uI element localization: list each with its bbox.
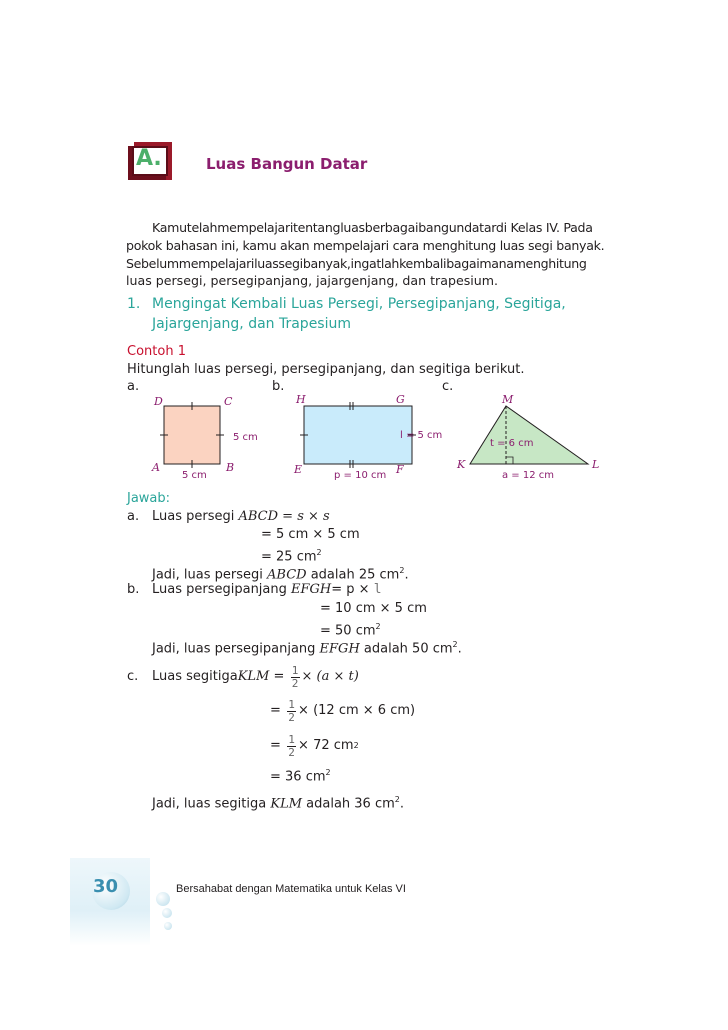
answer-c-line-1-suffix: × (a × t) bbox=[301, 669, 359, 684]
square-side-right: 5 cm bbox=[233, 432, 258, 443]
answer-a-line-1 bbox=[152, 508, 330, 526]
answer-c-line-4 bbox=[270, 764, 331, 786]
answer-b-line-2: = 10 cm × 5 cm bbox=[320, 601, 427, 616]
vertex-K: K bbox=[457, 458, 466, 471]
answer-b-number: b. bbox=[127, 582, 140, 597]
vertex-E: E bbox=[294, 463, 303, 476]
footer-decoration bbox=[70, 858, 170, 948]
triangle-shape bbox=[470, 406, 588, 464]
fraction-numerator: 1 bbox=[291, 663, 299, 677]
answer-b-line-1 bbox=[152, 581, 382, 599]
answer-c-conclusion bbox=[152, 791, 404, 813]
subsection-title-1: Mengingat Kembali Luas Persegi, Persegipanjang, Segitiga, bbox=[152, 296, 566, 312]
rectangle-height-label: l = 5 cm bbox=[400, 430, 443, 441]
fraction-half bbox=[291, 665, 300, 690]
example-question: Hitunglah luas persegi, persegipanjang, dan segitiga berikut. bbox=[127, 362, 525, 377]
answer-c-line-2-suffix: × (12 cm × 6 cm) bbox=[298, 703, 416, 718]
part-b-label: b. bbox=[272, 379, 285, 394]
answer-c-line-1-prefix: Luas segitiga bbox=[152, 669, 238, 684]
answer-a-number: a. bbox=[127, 509, 140, 524]
rectangle-width-label: p = 10 cm bbox=[334, 470, 387, 481]
fraction-numerator: 1 bbox=[288, 732, 295, 746]
part-c-label: c. bbox=[442, 379, 454, 394]
sup-2: 2 bbox=[375, 622, 381, 631]
vertex-D: D bbox=[154, 395, 163, 408]
bubble-2 bbox=[162, 908, 172, 918]
vertex-A: A bbox=[152, 461, 160, 474]
figure-rectangle bbox=[290, 392, 460, 492]
intro-line-3: Sebelummempelajariluassegibanyak,ingatlahkembalibagaimanamenghitung bbox=[126, 256, 587, 271]
square-shape bbox=[164, 406, 220, 464]
answer-label: Jawab: bbox=[127, 491, 171, 506]
answer-b-conc-math: EFGH bbox=[319, 641, 360, 657]
sup-2: 2 bbox=[394, 795, 400, 804]
answer-b-line-3-text: = 50 cm bbox=[320, 623, 376, 639]
answer-a-line-2: = 5 cm × 5 cm bbox=[261, 527, 360, 542]
intro-line-1: Kamutelahmempelajaritentangluasberbagaibangundatardi Kelas IV. Pada bbox=[152, 220, 593, 235]
fraction-half bbox=[287, 699, 296, 724]
part-a-label: a. bbox=[127, 379, 140, 394]
sup-2: 2 bbox=[316, 548, 322, 557]
vertex-C: C bbox=[224, 395, 233, 408]
answer-b-line-1-prefix: Luas persegipanjang bbox=[152, 582, 292, 597]
answer-b-conc-suffix: adalah 50 cm bbox=[359, 641, 453, 657]
vertex-M: M bbox=[502, 393, 514, 406]
intro-line-2: pokok bahasan ini, kamu akan mempelajari cara menghitung luas segi banyak. bbox=[126, 238, 605, 253]
answer-c-conc-suffix: adalah 36 cm bbox=[302, 796, 395, 812]
period: . bbox=[457, 641, 462, 657]
period: . bbox=[404, 567, 409, 583]
answer-a-conc-prefix: Jadi, luas persegi bbox=[152, 567, 268, 583]
triangle-base-label: a = 12 cm bbox=[502, 470, 555, 481]
answer-c-number: c. bbox=[127, 669, 139, 684]
intro-line-4: luas persegi, persegipanjang, jajargenjang, dan trapesium. bbox=[126, 273, 499, 288]
fraction-denominator: 2 bbox=[291, 676, 299, 690]
vertex-L: L bbox=[592, 458, 600, 471]
answer-a-conc-suffix: adalah 25 cm bbox=[306, 567, 400, 583]
badge-letter: A. bbox=[136, 146, 162, 171]
answer-b-line-1-math: EFGH bbox=[291, 582, 332, 597]
answer-c-conc-math: KLM bbox=[270, 796, 303, 812]
answer-a-conc-math: ABCD bbox=[267, 567, 307, 583]
rectangle-shape bbox=[304, 406, 412, 464]
page-number: 30 bbox=[93, 876, 119, 897]
answer-c-line-3 bbox=[270, 727, 359, 765]
answer-b-conclusion bbox=[152, 636, 462, 658]
equals: = bbox=[270, 738, 281, 753]
triangle-height-label: t = 6 cm bbox=[490, 438, 534, 449]
sup-2: 2 bbox=[353, 741, 359, 750]
answer-c-line-4-text: = 36 cm bbox=[270, 769, 326, 785]
bubble-3 bbox=[164, 922, 172, 930]
sup-2: 2 bbox=[325, 768, 331, 777]
answer-c-line-1 bbox=[152, 658, 359, 696]
square-side-bottom: 5 cm bbox=[182, 470, 207, 481]
sup-2: 2 bbox=[399, 566, 405, 575]
answer-c-line-1-math: KLM bbox=[237, 669, 270, 684]
equals: = bbox=[270, 703, 281, 718]
section-badge bbox=[124, 140, 176, 180]
answer-c-line-3-suffix: × 72 cm bbox=[298, 738, 354, 753]
answer-c-line-2 bbox=[270, 692, 415, 730]
figure-square bbox=[140, 392, 280, 492]
answer-a-line-1-math: ABCD = s × s bbox=[238, 509, 330, 524]
vertex-B: B bbox=[226, 461, 235, 474]
example-label: Contoh 1 bbox=[127, 344, 186, 359]
bubble-1 bbox=[156, 892, 170, 906]
answer-b-line-1-l: l bbox=[373, 582, 382, 597]
subsection-title-2: Jajargenjang, dan Trapesium bbox=[152, 316, 352, 332]
answer-b-conc-prefix: Jadi, luas persegipanjang bbox=[152, 641, 320, 657]
fraction-denominator: 2 bbox=[288, 745, 295, 759]
figure-triangle bbox=[452, 392, 612, 492]
vertex-H: H bbox=[296, 393, 306, 406]
equals: = bbox=[273, 669, 285, 684]
sup-2: 2 bbox=[452, 640, 458, 649]
answer-b-line-1-suffix: = p × bbox=[331, 582, 374, 597]
subsection-number: 1. bbox=[127, 296, 141, 312]
answer-c-conc-prefix: Jadi, luas segitiga bbox=[152, 796, 271, 812]
fraction-half bbox=[287, 734, 296, 759]
fraction-numerator: 1 bbox=[288, 697, 295, 711]
vertex-F: F bbox=[396, 463, 404, 476]
answer-a-line-1-prefix: Luas persegi bbox=[152, 509, 239, 524]
section-title: Luas Bangun Datar bbox=[206, 155, 368, 173]
vertex-G: G bbox=[396, 393, 405, 406]
fraction-denominator: 2 bbox=[288, 710, 295, 724]
answer-a-line-3-text: = 25 cm bbox=[261, 549, 317, 565]
period: . bbox=[399, 796, 405, 812]
book-title: Bersahabat dengan Matematika untuk Kelas VI bbox=[176, 883, 406, 895]
